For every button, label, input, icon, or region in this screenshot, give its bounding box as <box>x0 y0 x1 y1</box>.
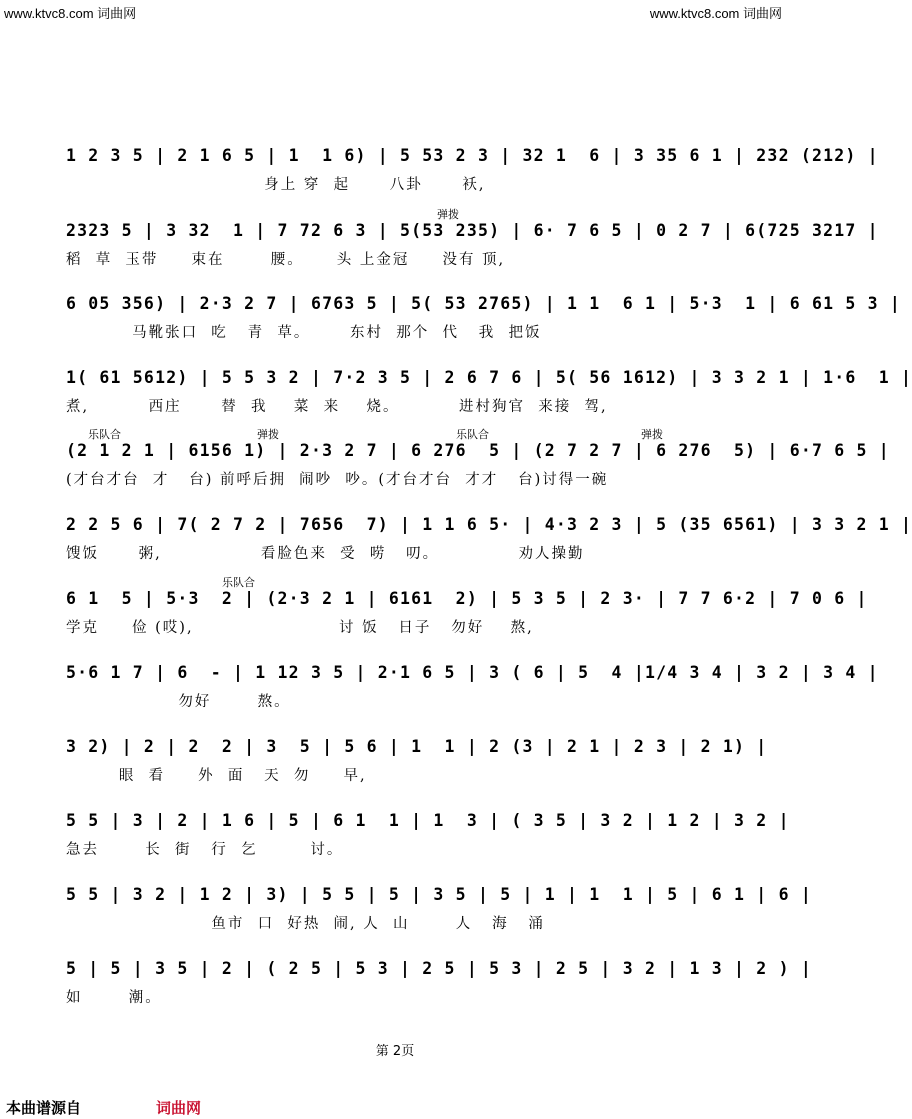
lyric-line: 鱼市 口 好热 闹, 人 山 人 海 涌 <box>66 916 545 932</box>
page-number: 第 2页 <box>375 1044 415 1059</box>
lyric-line: 身上 穿 起 八卦 袄, <box>66 177 486 193</box>
performance-annotation: 乐队合 <box>88 428 121 441</box>
performance-annotation: 弹拨 <box>641 428 663 441</box>
notation-line: 6 1 5 | 5·3 2 | (2·3 2 1 | 6161 2) | 5 3 5 | 2 3· | 7 7 6·2 | 7 0 6 | <box>66 589 868 608</box>
footer-source-site: 词曲网 <box>156 1099 202 1117</box>
lyric-line: 马靴张口 吃 青 草。 东村 那个 代 我 把饭 <box>66 325 542 341</box>
notation-line: 5 | 5 | 3 5 | 2 | ( 2 5 | 5 3 | 2 5 | 5 3 | 2 5 | 3 2 | 1 3 | 2 ) | <box>66 959 812 978</box>
performance-annotation: 弹拨 <box>437 208 459 221</box>
performance-annotation: 乐队合 <box>456 428 489 441</box>
notation-line: 2323 5 | 3 32 1 | 7 72 6 3 | 5(53 235) | 6· 7 6 5 | 0 2 7 | 6(725 3217 | <box>66 221 879 240</box>
header-right: www.ktvc8.com 词曲网 <box>649 6 782 21</box>
notation-line: 6 05 356) | 2·3 2 7 | 6763 5 | 5( 53 2765) | 1 1 6 1 | 5·3 1 | 6 61 5 3 | <box>66 294 902 313</box>
lyric-line: 急去 长 街 行 乞 讨。 <box>66 842 344 858</box>
lyric-line: 学克 俭 (哎), 讨 饭 日子 勿好 熬, <box>66 620 534 636</box>
lyric-line: 稻 草 玉带 束在 腰。 头 上金冠 没有 顶, <box>66 252 506 268</box>
lyric-line: 煮, 西庄 替 我 菜 来 烧。 进村狗官 来接 驾, <box>66 399 608 415</box>
notation-line: 3 2) | 2 | 2 2 | 3 5 | 5 6 | 1 1 | 2 (3 | 2 1 | 2 3 | 2 1) | <box>66 737 768 756</box>
lyric-line: 勿好 熬。 <box>66 694 291 710</box>
performance-annotation: 弹拨 <box>257 428 279 441</box>
notation-line: 1( 61 5612) | 5 5 3 2 | 7·2 3 5 | 2 6 7 6 | 5( 56 1612) | 3 3 2 1 | 1·6 1 | <box>66 368 912 387</box>
lyric-line: 馊饭 粥, 看脸色来 受 唠 叨。 劝人操勤 <box>66 546 585 562</box>
header-left: www.ktvc8.com 词曲网 <box>4 6 137 21</box>
performance-annotation: 乐队合 <box>222 576 255 589</box>
notation-line: 1 2 3 5 | 2 1 6 5 | 1 1 6) | 5 53 2 3 | 32 1 6 | 3 35 6 1 | 232 (212) | <box>66 146 879 165</box>
notation-line: 5 5 | 3 | 2 | 1 6 | 5 | 6 1 1 | 1 3 | ( 3 5 | 3 2 | 1 2 | 3 2 | <box>66 811 790 830</box>
lyric-line: 眼 看 外 面 天 勿 早, <box>66 768 367 784</box>
notation-line: 5·6 1 7 | 6 - | 1 12 3 5 | 2·1 6 5 | 3 ( 6 | 5 4 |1/4 3 4 | 3 2 | 3 4 | <box>66 663 879 682</box>
notation-line: 5 5 | 3 2 | 1 2 | 3) | 5 5 | 5 | 3 5 | 5 | 1 | 1 1 | 5 | 6 1 | 6 | <box>66 885 812 904</box>
notation-line: (2 1 2 1 | 6156 1) | 2·3 2 7 | 6 276 5 | (2 7 2 7 | 6 276 5) | 6·7 6 5 | <box>66 441 890 460</box>
lyric-line: (才台才台 才 台) 前呼后拥 闹吵 吵。(才台才台 才才 台)讨得一碗 <box>66 472 609 488</box>
footer-source-label: 本曲谱源自 <box>6 1099 82 1117</box>
lyric-line: 如 潮。 <box>66 990 162 1006</box>
notation-line: 2 2 5 6 | 7( 2 7 2 | 7656 7) | 1 1 6 5· | 4·3 2 3 | 5 (35 6561) | 3 3 2 1 | <box>66 515 912 534</box>
